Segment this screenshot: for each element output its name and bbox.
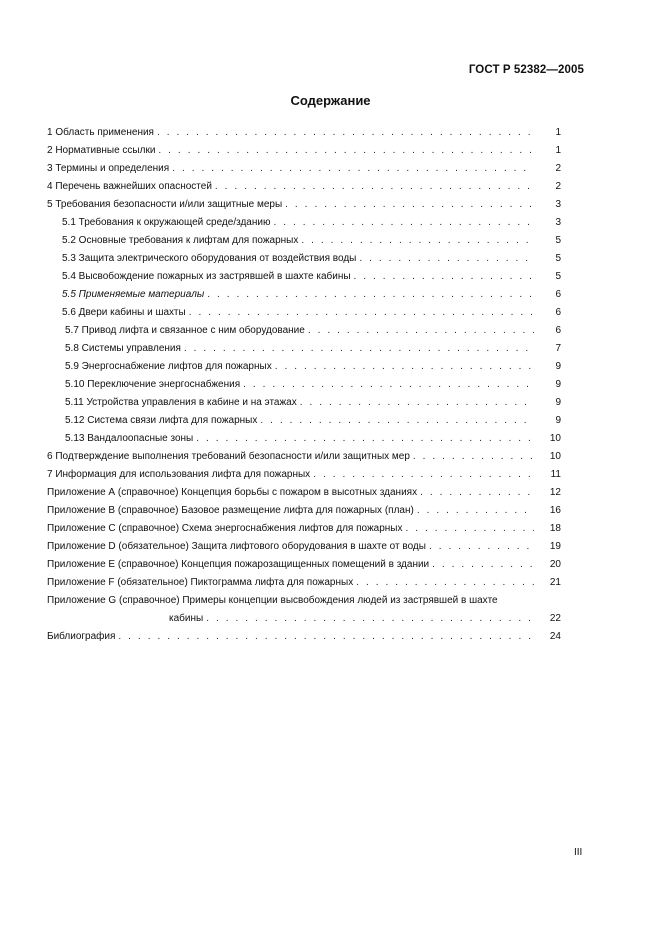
toc-row [47, 483, 561, 501]
toc-row [47, 591, 561, 627]
toc-page: 3 [555, 216, 561, 228]
toc-row [47, 231, 561, 249]
toc-label: Приложение Е (справочное) Концепция пожарозащищенных помещений в здании [47, 558, 430, 570]
leader-dots [206, 613, 534, 624]
toc-row [47, 501, 561, 519]
toc-row [47, 537, 561, 555]
toc-row [47, 285, 561, 303]
toc-row [47, 249, 561, 267]
toc-page: 12 [549, 486, 561, 498]
leader-dots [184, 343, 534, 354]
toc-label: 5.7 Привод лифта и связанное с ним оборудование [65, 324, 305, 336]
toc-label: 5.12 Система связи лифта для пожарных [65, 414, 258, 426]
toc-label: Приложение F (обязательное) Пиктограмма лифта для пожарных [47, 576, 354, 588]
leader-dots [308, 325, 534, 336]
toc-row [47, 429, 561, 447]
toc-page: 6 [555, 288, 561, 300]
toc-row [47, 375, 561, 393]
leader-dots [243, 379, 534, 390]
toc-page: 3 [555, 198, 561, 210]
leader-dots [417, 505, 534, 516]
toc-row [47, 555, 561, 573]
toc-page: 1 [555, 144, 561, 156]
toc-page: 6 [555, 306, 561, 318]
toc-row [47, 519, 561, 537]
toc-label: Приложение С (справочное) Схема энергоснабжения лифтов для пожарных [47, 522, 403, 534]
leader-dots [300, 397, 534, 408]
toc-page: 5 [555, 234, 561, 246]
toc-page: 1 [555, 126, 561, 138]
toc-row [47, 177, 561, 195]
toc-label: 2 Нормативные ссылки [47, 144, 156, 156]
leader-dots [359, 253, 534, 264]
toc-row [47, 195, 561, 213]
toc-label: 5.3 Защита электрического оборудования от воздействия воды [62, 252, 357, 264]
toc-page: 19 [549, 540, 561, 552]
toc-page: 21 [549, 576, 561, 588]
leader-dots [157, 127, 534, 138]
toc-label: 5.1 Требования к окружающей среде/зданию [62, 216, 271, 228]
table-of-contents [47, 123, 561, 645]
leader-dots [354, 271, 534, 282]
toc-row [47, 159, 561, 177]
leader-dots [285, 199, 534, 210]
toc-label: 5.10 Переключение энергоснабжения [65, 378, 241, 390]
toc-page: 9 [555, 414, 561, 426]
toc-label: Приложение G (справочное) Примеры концепции высвобождения людей из застрявшей в шахте [47, 594, 498, 606]
toc-page: 2 [555, 180, 561, 192]
toc-label: 6 Подтверждение выполнения требований безопасности и/или защитных мер [47, 450, 410, 462]
toc-page: 11 [550, 468, 561, 480]
toc-label: 5.5 Применяемые материалы [62, 288, 205, 300]
leader-dots [301, 235, 534, 246]
toc-row [47, 141, 561, 159]
toc-row [47, 447, 561, 465]
toc-label: 4 Перечень важнейших опасностей [47, 180, 212, 192]
toc-row [47, 321, 561, 339]
toc-label: 5.9 Энергоснабжение лифтов для пожарных [65, 360, 272, 372]
document-id: ГОСТ Р 52382—2005 [468, 64, 584, 76]
leader-dots [313, 469, 534, 480]
toc-label: 5 Требования безопасности и/или защитные меры [47, 198, 283, 210]
toc-label: 5.8 Системы управления [65, 342, 181, 354]
toc-row [47, 411, 561, 429]
toc-page: 6 [555, 324, 561, 336]
leader-dots [158, 145, 534, 156]
leader-dots [413, 451, 534, 462]
toc-page: 10 [549, 450, 561, 462]
toc-label: 3 Термины и определения [47, 162, 170, 174]
leader-dots [273, 217, 534, 228]
leader-dots [207, 289, 534, 300]
toc-label: Приложение D (обязательное) Защита лифтового оборудования в шахте от воды [47, 540, 426, 552]
leader-dots [432, 559, 534, 570]
toc-label: 5.6 Двери кабины и шахты [62, 306, 186, 318]
leader-dots [275, 361, 534, 372]
toc-label: 5.2 Основные требования к лифтам для пожарных [62, 234, 299, 246]
toc-row [47, 267, 561, 285]
toc-label: Библиография [47, 630, 116, 642]
toc-page: 9 [555, 396, 561, 408]
toc-page: 5 [555, 270, 561, 282]
leader-dots [189, 307, 534, 318]
toc-row [47, 339, 561, 357]
page-number: III [574, 847, 583, 858]
toc-page: 9 [555, 378, 561, 390]
toc-row [47, 627, 561, 645]
toc-row [47, 213, 561, 231]
leader-dots [118, 631, 534, 642]
toc-row [47, 573, 561, 591]
leader-dots [196, 433, 534, 444]
leader-dots [429, 541, 534, 552]
toc-label: Приложение В (справочное) Базовое размещение лифта для пожарных (план) [47, 504, 414, 516]
leader-dots [260, 415, 534, 426]
toc-row [47, 123, 561, 141]
leader-dots [356, 577, 534, 588]
toc-label-continuation: кабины [169, 612, 204, 624]
toc-label: 5.4 Высвобождение пожарных из застрявшей в шахте кабины [62, 270, 351, 282]
leader-dots [405, 523, 534, 534]
toc-row [47, 393, 561, 411]
toc-label: 1 Область применения [47, 126, 154, 138]
toc-page: 5 [555, 252, 561, 264]
toc-page: 20 [549, 558, 561, 570]
toc-page: 9 [555, 360, 561, 372]
toc-label: 5.11 Устройства управления в кабине и на этажах [65, 396, 297, 408]
toc-page: 16 [549, 504, 561, 516]
toc-page: 7 [555, 342, 561, 354]
leader-dots [420, 487, 534, 498]
toc-label: Приложение А (справочное) Концепция борьбы с пожаром в высотных зданиях [47, 486, 418, 498]
toc-page: 22 [549, 612, 561, 624]
toc-label: 7 Информация для использования лифта для пожарных [47, 468, 311, 480]
page-title: Содержание [290, 93, 371, 108]
toc-page: 18 [549, 522, 561, 534]
toc-row [47, 465, 561, 483]
leader-dots [215, 181, 534, 192]
leader-dots [172, 163, 534, 174]
toc-page: 24 [549, 630, 561, 642]
toc-row [47, 357, 561, 375]
toc-page: 10 [549, 432, 561, 444]
toc-page: 2 [555, 162, 561, 174]
toc-row [47, 303, 561, 321]
toc-label: 5.13 Вандалоопасные зоны [65, 432, 194, 444]
